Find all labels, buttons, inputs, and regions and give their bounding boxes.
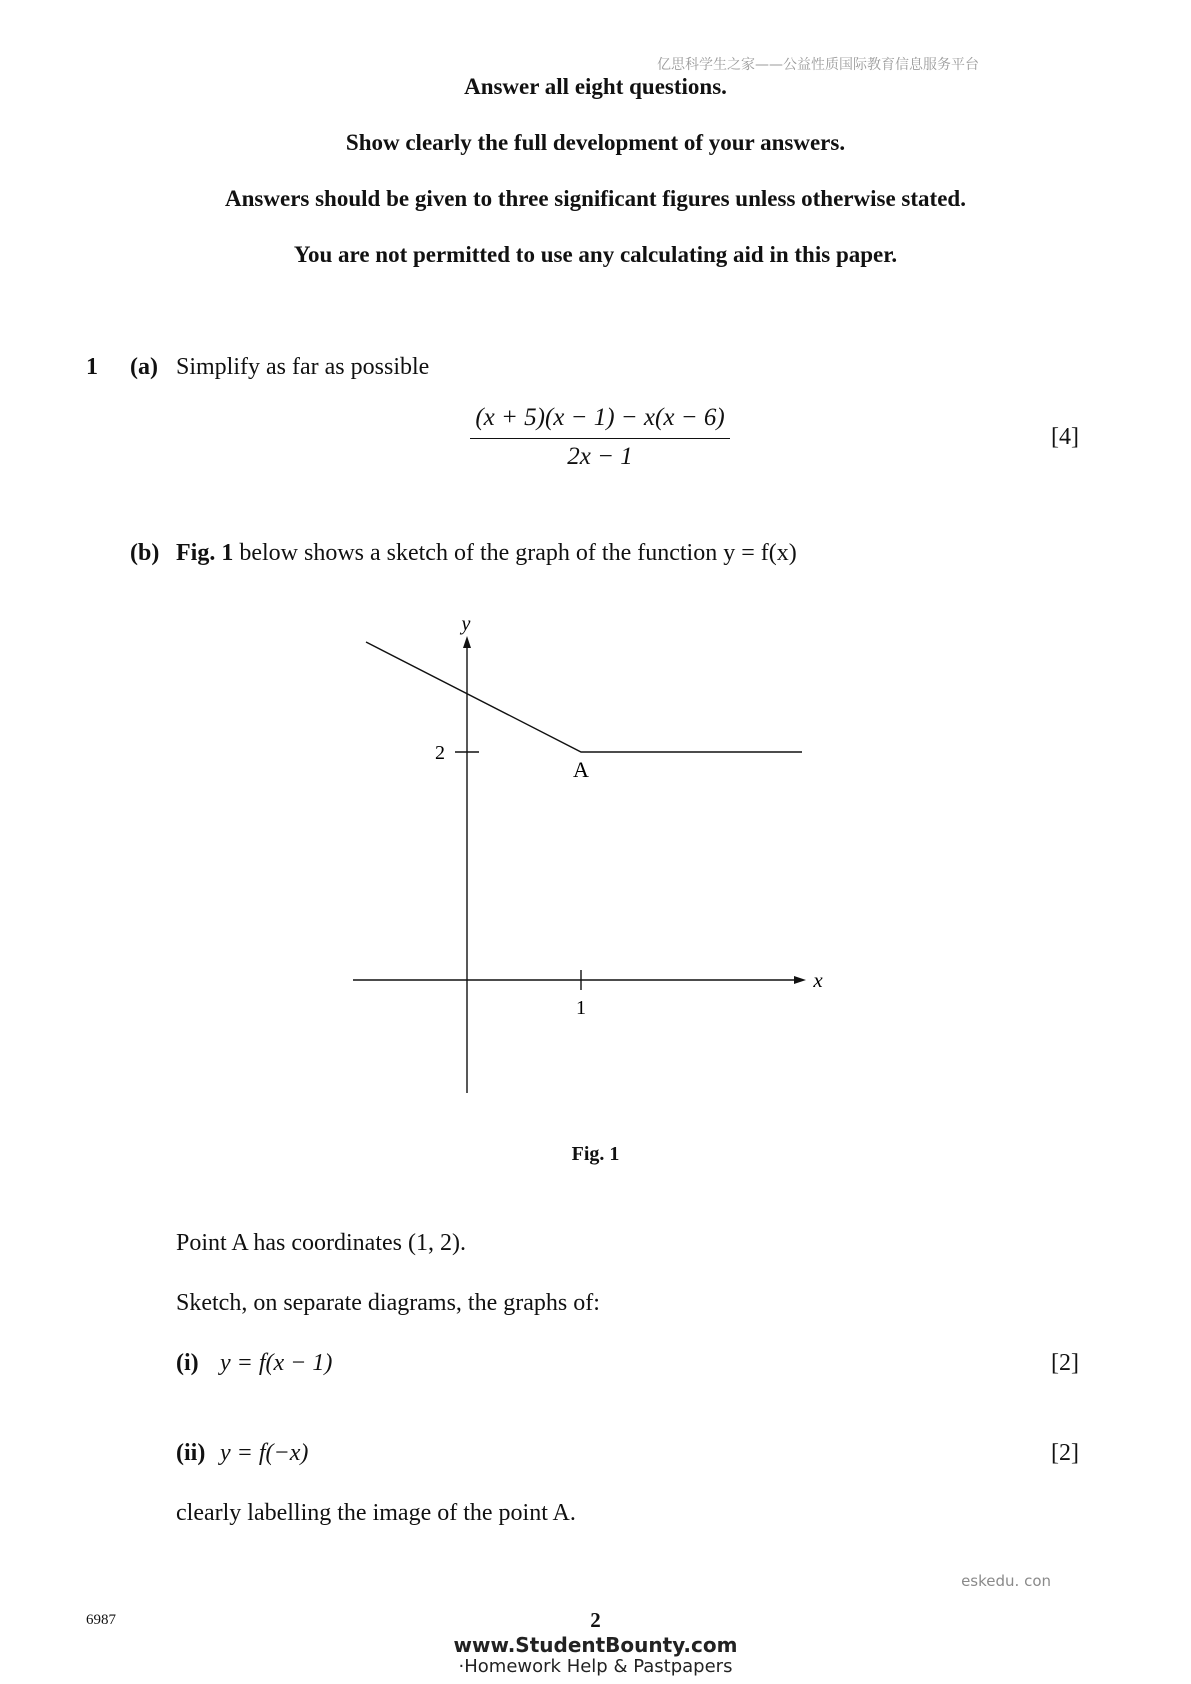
point-a-label: A	[573, 757, 589, 782]
studentbounty-tagline: ·Homework Help & Pastpapers	[458, 1656, 733, 1677]
fig-reference: Fig. 1	[176, 540, 234, 566]
y-axis-label: y	[461, 613, 471, 635]
part-b-description: below shows a sketch of the graph of the function y = f(x)	[233, 540, 797, 566]
sub-ii-expression: y = f(−x)	[220, 1440, 309, 1466]
part-a-marks: [4]	[1051, 424, 1079, 450]
sketch-instruction: Sketch, on separate diagrams, the graphs of:	[176, 1290, 600, 1316]
point-a-text: Point A has coordinates (1, 2).	[176, 1230, 466, 1256]
x-axis-arrow-icon	[794, 976, 806, 984]
page-number: 2	[590, 1608, 601, 1632]
instruction-line-3: Answers should be given to three significant figures unless otherwise stated.	[225, 186, 966, 211]
fraction-denominator: 2x − 1	[567, 443, 633, 470]
top-watermark: 亿思科学生之家——公益性质国际教育信息服务平台	[657, 57, 979, 73]
sub-i-expression: y = f(x − 1)	[220, 1350, 333, 1376]
sub-i-label: (i)	[176, 1350, 199, 1376]
question-number: 1	[86, 354, 98, 380]
y-tick-label: 2	[435, 742, 445, 764]
sub-ii-marks: [2]	[1051, 1440, 1079, 1466]
sub-i-marks: [2]	[1051, 1350, 1079, 1376]
paper-code: 6987	[86, 1612, 116, 1628]
sub-ii-label: (ii)	[176, 1440, 206, 1466]
instruction-line-4: You are not permitted to use any calculating aid in this paper.	[293, 242, 898, 267]
x-tick-label: 1	[576, 997, 586, 1019]
studentbounty-url: www.StudentBounty.com	[453, 1633, 738, 1657]
part-b-label: (b)	[130, 540, 160, 566]
part-a-label: (a)	[130, 354, 158, 380]
function-curve	[366, 642, 802, 752]
closing-text: clearly labelling the image of the point A.	[176, 1500, 576, 1526]
instruction-line-2: Show clearly the full development of your answers.	[345, 130, 846, 155]
instruction-line-1: Answer all eight questions.	[464, 74, 727, 99]
part-a-text: Simplify as far as possible	[176, 354, 430, 380]
x-axis-label: x	[813, 968, 823, 992]
figure-caption: Fig. 1	[571, 1143, 620, 1165]
bottom-watermark: eskedu. con	[961, 1572, 1051, 1590]
fraction-numerator: (x + 5)(x − 1) − x(x − 6)	[470, 404, 730, 439]
y-axis-arrow-icon	[463, 636, 471, 648]
